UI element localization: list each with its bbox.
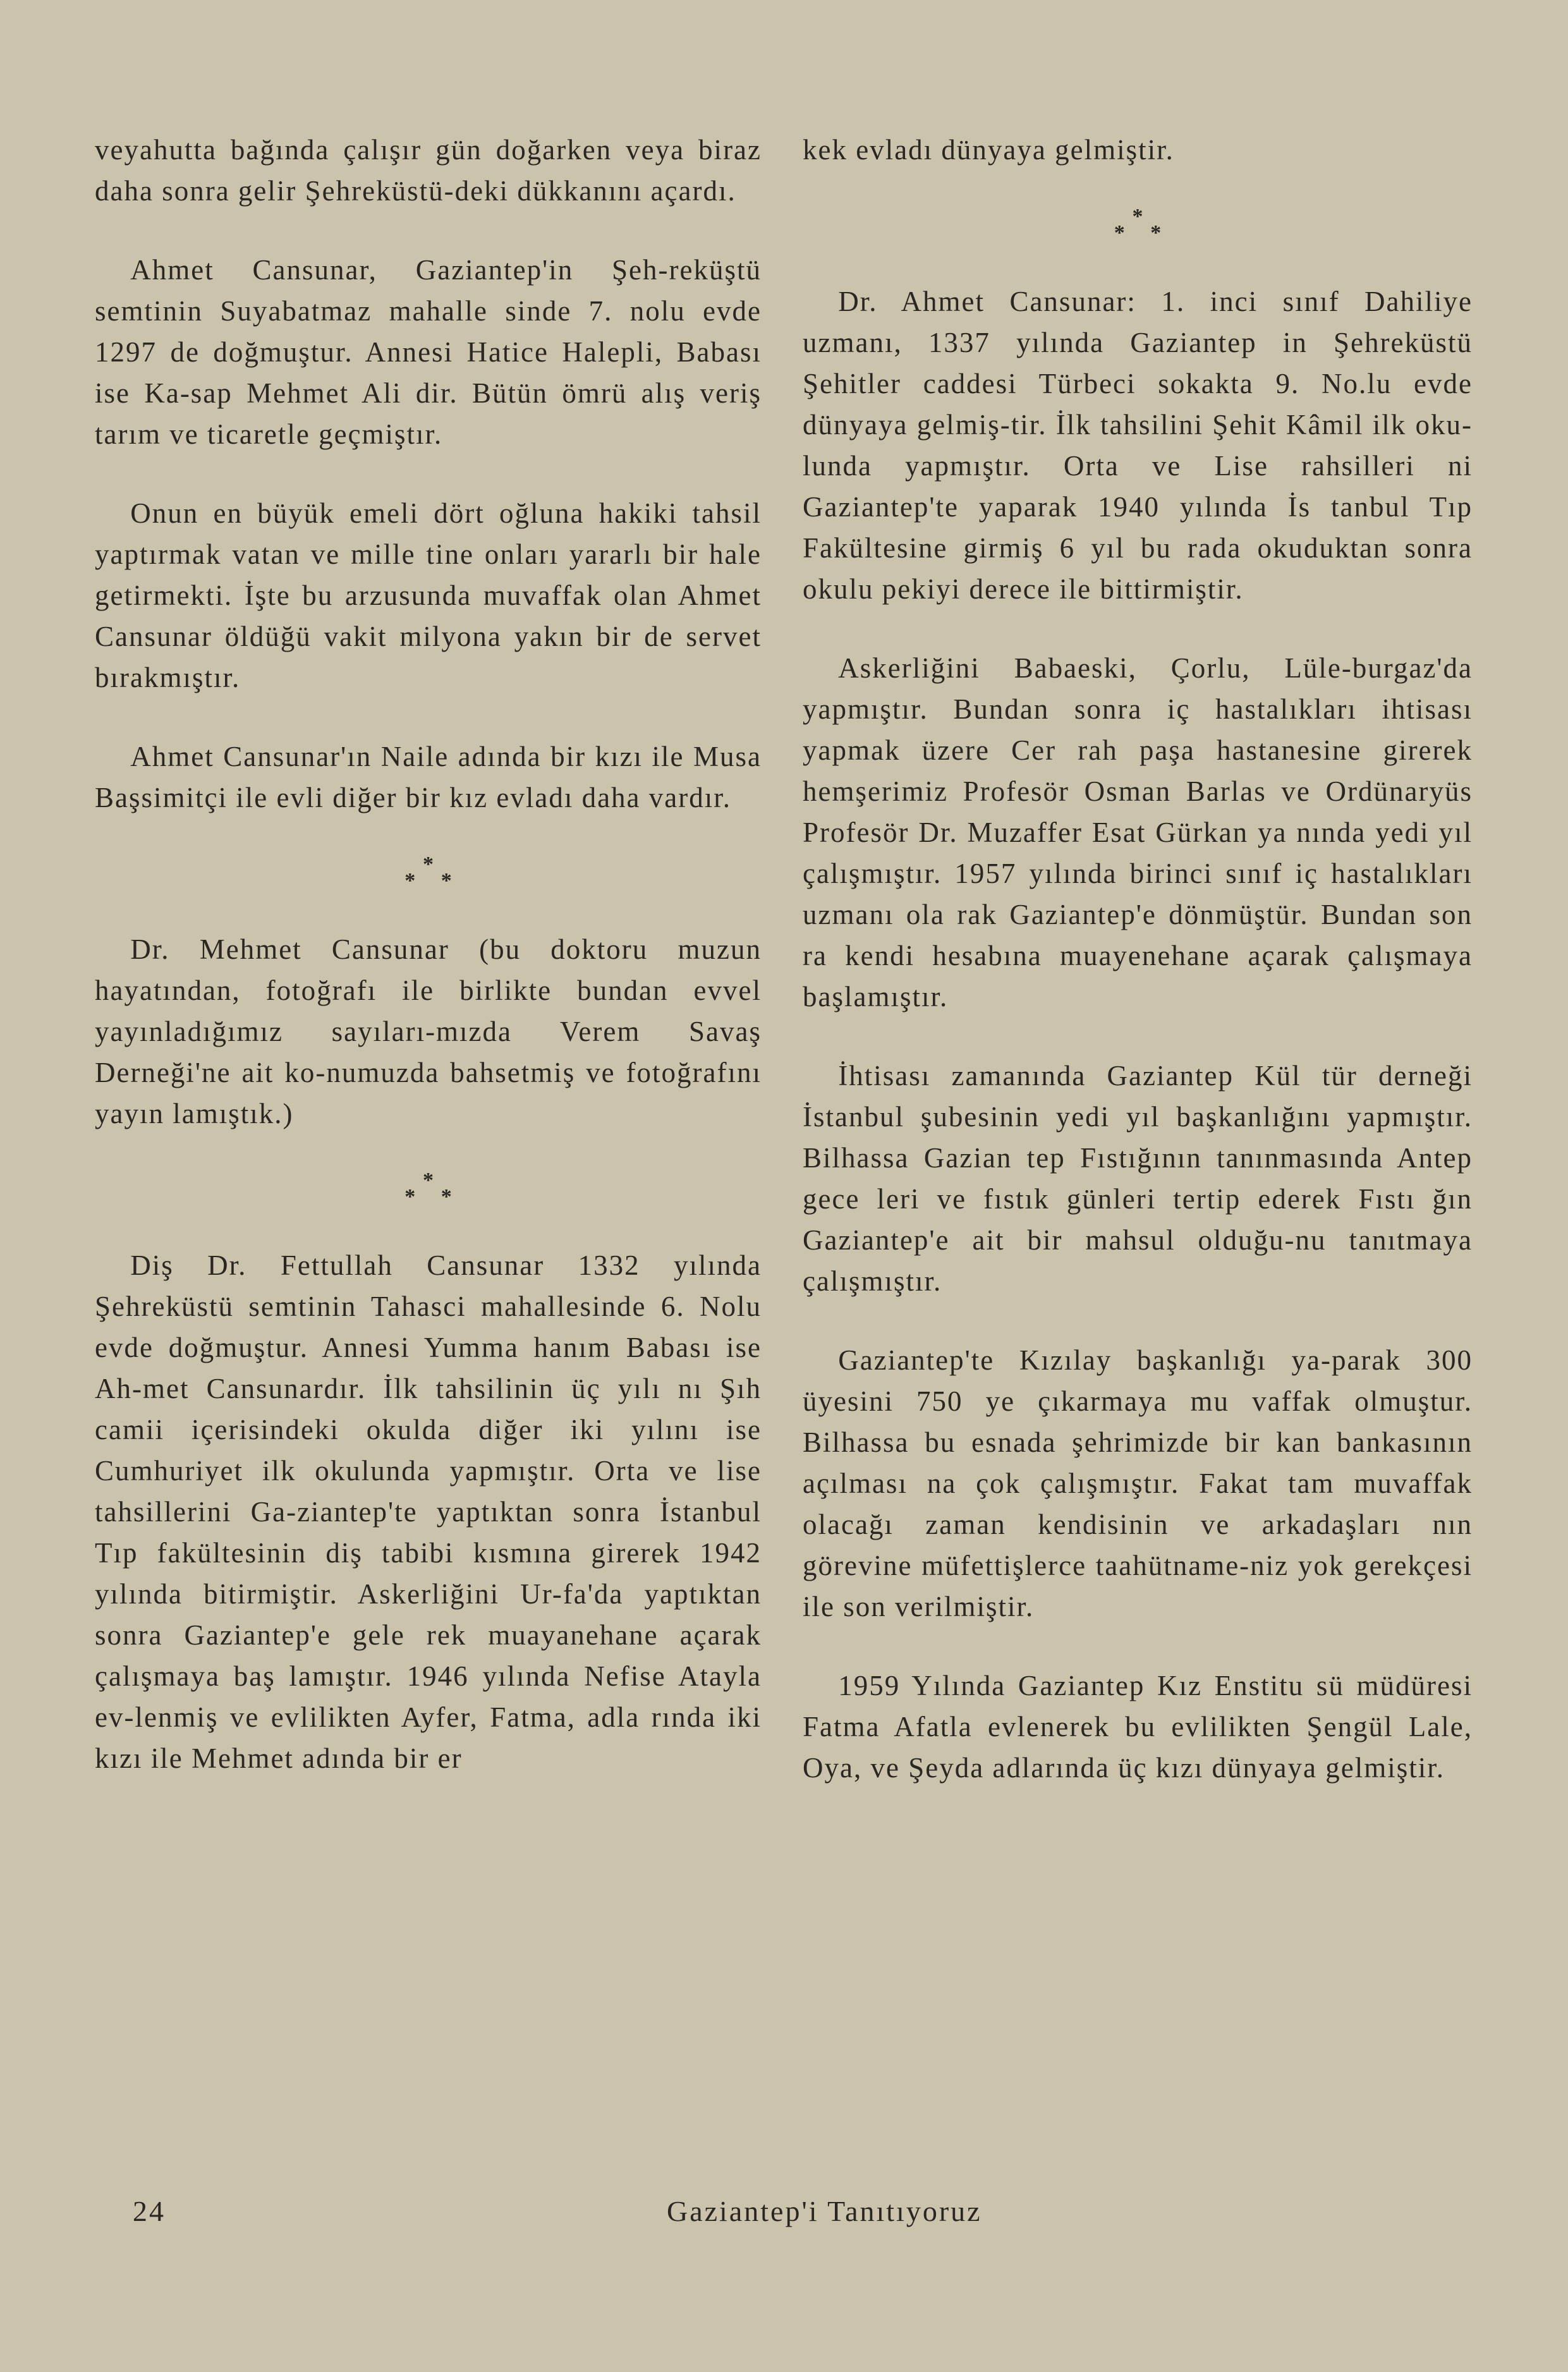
paragraph: Diş Dr. Fettullah Cansunar 1332 yılında Şehreküstü semtinin Tahasci mahallesinde 6. Nolu evde doğmuştur. Annesi Yumma hanım Babası ise Ah-met Cansunardır. İlk tahsilinin üç yılı nı Şıh camii içerisindeki okulda diğer iki yılını ise Cumhuriyet ilk okulunda yapmıştır. Orta ve lise tahsillerini Ga-ziantep'te yaptıktan sonra İstanbul Tıp fakültesinin diş tabibi kısmına girerek 1942 yılında bitirmiştir. Askerliğini Ur-fa'da yaptıktan sonra Gaziantep'e gele rek muayanehane açarak çalışmaya baş lamıştır. 1946 yılında Nefise Atayla ev-lenmiş ve evlilikten Ayfer, Fatma, adla rında iki kızı ile Mehmet adında bir er [95, 1250, 762, 1774]
paragraph: kek evladı dünyaya gelmiştir. [803, 134, 1174, 166]
paragraph: Dr. Mehmet Cansunar (bu doktoru muzun hayatından, fotoğrafı ile birlikte bundan evvel yayınladığımız sayıları-mızda Verem Savaş Derneği'ne ait ko-numuzda bahsetmiş ve fotoğrafını yayın lamıştık.) [95, 934, 762, 1129]
running-title: Gaziantep'i Tanıtıyoruz [667, 2195, 982, 2227]
paragraph: Dr. Ahmet Cansunar: 1. inci sınıf Dahiliye uzmanı, 1337 yılında Gaziantep in Şehreküstü Şehitler caddesi Türbeci sokakta 9. No.lu evde dünyaya gelmiş-tir. İlk tahsilini Şehit Kâmil ilk oku-lunda yapmıştır. Orta ve Lise rahsilleri ni Gaziantep'te yaparak 1940 yılında İs tanbul Tıp Fakültesine girmiş 6 yıl bu rada okuduktan sonra okulu pekiyi derece ile bittirmiştir. [803, 286, 1473, 605]
asterism-separator [95, 1169, 762, 1217]
asterism-separator [803, 205, 1473, 253]
paragraph: veyahutta bağında çalışır gün doğarken veya biraz daha sonra gelir Şehreküstü-deki dükkanını açardı. [95, 134, 762, 207]
left-column [95, 130, 762, 1817]
paragraph: İhtisası zamanında Gaziantep Kül tür derneği İstanbul şubesinin yedi yıl başkanlığını yapmıştır. Bilhassa Gazian tep Fıstığının tanınmasında Antep gece leri ve fıstık günleri tertip ederek Fıstı ğın Gaziantep'e ait bir mahsul olduğu-nu tanıtmaya çalışmıştır. [803, 1060, 1473, 1297]
asterism-top: * [1132, 205, 1143, 228]
asterism-top: * [423, 853, 434, 876]
paragraph: Askerliğini Babaeski, Çorlu, Lüle-burgaz'da yapmıştır. Bundan sonra iç hastalıkları ihtisası yapmak üzere Cer rah paşa hastanesine girerek hemşerimiz Profesör Osman Barlas ve Ordünaryüs Profesör Dr. Muzaffer Esat Gürkan ya nında yedi yıl çalışmıştır. 1957 yılında birinci sınıf iç hastalıkları uzmanı ola rak Gaziantep'e dönmüştür. Bundan son ra kendi hesabına muayenehane açarak çalışmaya başlamıştır. [803, 652, 1473, 1013]
page-number: 24 [133, 2195, 166, 2227]
asterism-top: * [423, 1169, 434, 1192]
paragraph: Ahmet Cansunar'ın Naile adında bir kızı ile Musa Başsimitçi ile evli diğer bir kız evladı daha vardır. [95, 741, 762, 813]
paragraph: 1959 Yılında Gaziantep Kız Enstitu sü müdüresi Fatma Afatla evlenerek bu evlilikten Şengül Lale, Oya, ve Şeyda adlarında üç kızı dünyaya gelmiştir. [803, 1670, 1473, 1784]
asterism-bottom: * * [404, 1185, 462, 1208]
paragraph: Onun en büyük emeli dört oğluna hakiki tahsil yaptırmak vatan ve mille tine onları yararlı bir hale getirmekti. İşte bu arzusunda muvaffak olan Ahmet Cansunar öldüğü vakit milyona yakın bir de servet bırakmıştır. [95, 497, 762, 693]
paragraph: Gaziantep'te Kızılay başkanlığı ya-parak 300 üyesini 750 ye çıkarmaya mu vaffak olmuştur. Bilhassa bu esnada şehrimizde bir kan bankasının açılması na çok çalışmıştır. Fakat tam muvaffak olacağı zaman kendisinin ve arkadaşları nın görevine müfettişlerce taahütname-niz yok gerekçesi ile son verilmiştir. [803, 1344, 1473, 1622]
asterism-bottom: * * [404, 869, 462, 892]
right-column [803, 130, 1473, 1827]
asterism-separator [95, 853, 762, 901]
asterism-bottom: * * [1114, 221, 1172, 245]
paragraph: Ahmet Cansunar, Gaziantep'in Şeh-reküştü semtinin Suyabatmaz mahalle sinde 7. nolu evde 1297 de doğmuştur. Annesi Hatice Halepli, Babası ise Ka-sap Mehmet Ali dir. Bütün ömrü alış veriş tarım ve ticaretle geçmiştır. [95, 254, 762, 450]
